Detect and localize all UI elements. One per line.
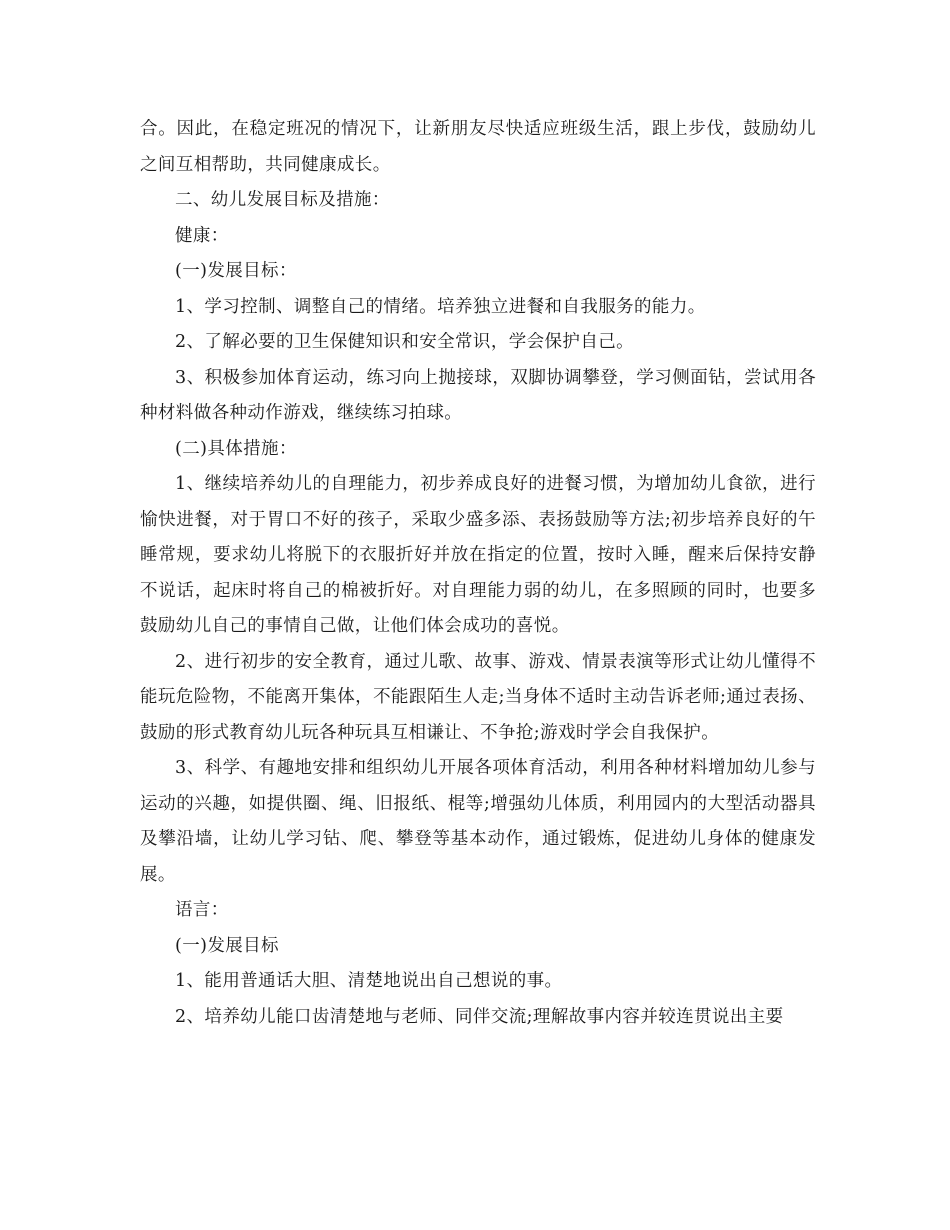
subheading-goals-language: (一)发展目标: [175, 935, 279, 956]
document-body: [140, 112, 816, 1035]
health-goal-3: 3、积极参加体育运动，练习向上抛接球，双脚协调攀登，学习侧面钻，尝试用各种材料做各种动作游戏，继续练习拍球。: [140, 367, 816, 423]
subject-heading-health: 健康：: [175, 225, 229, 246]
subject-heading-language: 语言：: [175, 900, 229, 920]
health-measure-2: 2、进行初步的安全教育，通过儿歌、故事、游戏、情景表演等形式让幼儿懂得不能玩危险物，不能离开集体，不能跟陌生人走;当身体不适时主动告诉老师;通过表扬、鼓励的形式教育幼儿玩各种玩具互相谦让、不争抢;游戏时学会自我保护。: [140, 651, 816, 743]
health-goal-1: 1、学习控制、调整自己的情绪。培养独立进餐和自我服务的能力。: [175, 296, 706, 317]
health-measure-1: 1、继续培养幼儿的自理能力，初步养成良好的进餐习惯，为增加幼儿食欲，进行愉快进餐，对于胃口不好的孩子，采取少盛多添、表扬鼓励等方法;初步培养良好的午睡常规，要求幼儿将脱下的衣服折好并放在指定的位置，按时入睡，醒来后保持安静不说话，起床时将自己的棉被折好。对自理能力弱的幼儿，在多照顾的同时，也要多鼓励幼儿自己的事情自己做，让他们体会成功的喜悦。: [140, 474, 816, 636]
subheading-goals: (一)发展目标：: [175, 261, 297, 281]
health-measure-3: 3、科学、有趣地安排和组织幼儿开展各项体育活动，利用各种材料增加幼儿参与运动的兴趣，如提供圈、绳、旧报纸、棍等;增强幼儿体质，利用园内的大型活动器具及攀沿墙，让幼儿学习钻、爬、攀登等基本动作，通过锻炼，促进幼儿身体的健康发展。: [140, 758, 816, 885]
language-goal-2: 2、培养幼儿能口齿清楚地与老师、同伴交流;理解故事内容并较连贯说出主要: [175, 1006, 784, 1027]
language-goal-1: 1、能用普通话大胆、清楚地说出自己想说的事。: [175, 971, 563, 991]
subheading-measures: (二)具体措施：: [175, 438, 297, 459]
health-goal-2: 2、了解必要的卫生保健知识和安全常识，学会保护自己。: [175, 332, 635, 352]
section-heading-development-goals: 二、幼儿发展目标及措施：: [175, 190, 390, 210]
paragraph-continuation: 合。因此，在稳定班况的情况下，让新朋友尽快适应班级生活，跟上步伐，鼓励幼儿之间互相帮助，共同健康成长。: [140, 119, 816, 175]
